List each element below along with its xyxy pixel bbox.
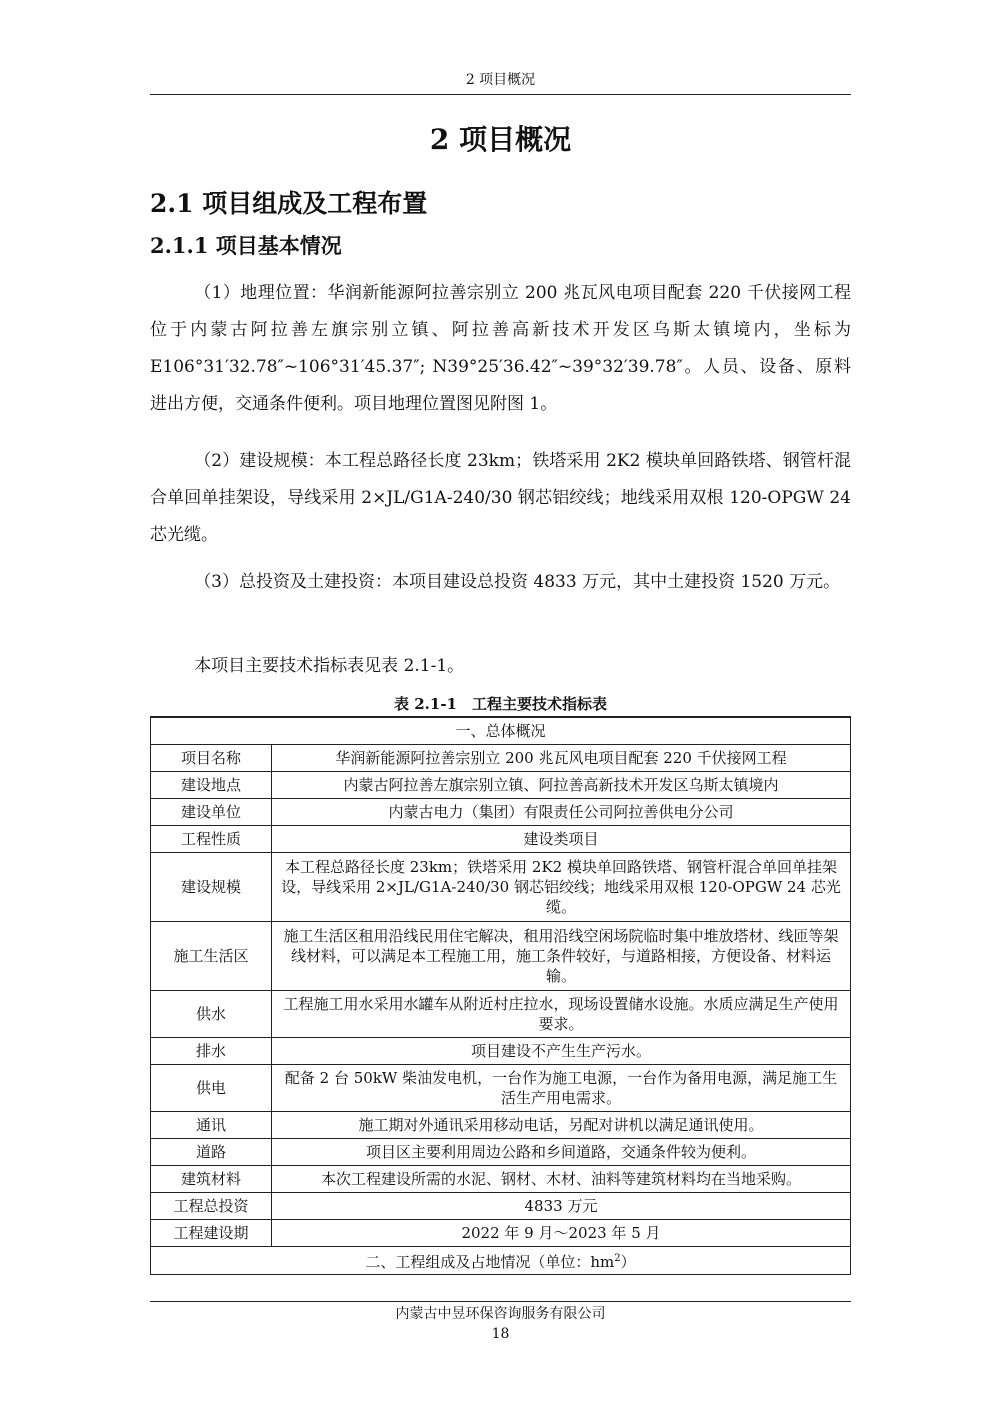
running-header: 2 项目概况 [465,72,536,88]
table-row [151,1038,851,1065]
row-value: 本次工程建设所需的水泥、钢材、木材、油料等建筑材料均在当地采购。 [272,1166,851,1193]
row-key: 施工生活区 [151,922,272,991]
row-value: 内蒙古电力（集团）有限责任公司阿拉善供电分公司 [272,799,851,826]
section-heading-close: ） [620,1253,636,1271]
table-row [151,826,851,853]
table-caption: 表 2.1-1 工程主要技术指标表 [394,695,607,713]
row-value: 施工生活区租用沿线民用住宅解决，租用沿线空闲场院临时集中堆放塔材、线匝等架线材料，可以满足本工程施工用，施工条件较好，与道路相接，方便设备、材料运输。 [272,922,851,991]
row-value: 施工期对外通讯采用移动电话，另配对讲机以满足通讯使用。 [272,1112,851,1139]
row-value: 本工程总路径长度 23km；铁塔采用 2K2 模块单回路铁塔、钢管杆混合单回单挂架设，导线采用 2×JL/G1A-240/30 钢芯铝绞线；地线采用双根 120-OPGW 24 芯光缆。 [272,853,851,922]
row-value: 内蒙古阿拉善左旗宗别立镇、阿拉善高新技术开发区乌斯太镇境内 [272,772,851,799]
row-value: 项目建设不产生生产污水。 [272,1038,851,1065]
table-row [151,799,851,826]
row-key: 建设单位 [151,799,272,826]
row-key: 供水 [151,991,272,1038]
table-row [151,1065,851,1112]
header-rule [150,94,851,95]
table-section-row [151,1247,851,1275]
section-heading-text: 二、工程组成及占地情况（单位：hm [365,1253,615,1271]
row-value: 2022 年 9 月～2023 年 5 月 [272,1220,851,1247]
section-title: 2.1 项目组成及工程布置 [150,189,428,218]
chapter-title: 2 项目概况 [429,123,572,156]
unit-superscript: 2 [614,1253,621,1264]
technical-indicators-table [150,717,851,1275]
table-row [151,922,851,991]
row-value: 建设类项目 [272,826,851,853]
table-row [151,1193,851,1220]
paragraph-location: （1）地理位置：华润新能源阿拉善宗别立 200 兆瓦风电项目配套 220 千伏接网工程位于内蒙古阿拉善左旗宗别立镇、阿拉善高新技术开发区乌斯太镇境内，坐标为 E106°31′32.78″~106°31′45.37″; N39°25′36.42″~39°32′39.78″。人员、设备、原料进出方便，交通条件便利。项目地理位置图见附图 1。 [150,283,851,414]
row-key: 供电 [151,1065,272,1112]
table-row [151,1220,851,1247]
row-key: 建设规模 [151,853,272,922]
table-row [151,772,851,799]
row-value: 项目区主要利用周边公路和乡间道路，交通条件较为便利。 [272,1139,851,1166]
section-heading-overview: 一、总体概况 [151,718,851,745]
table-row [151,991,851,1038]
paragraph-scale: （2）建设规模：本工程总路径长度 23km；铁塔采用 2K2 模块单回路铁塔、钢管杆混合单回单挂架设，导线采用 2×JL/G1A-240/30 钢芯铝绞线；地线采用双根 120-OPGW 24 芯光缆。 [150,451,851,545]
row-value: 工程施工用水采用水罐车从附近村庄拉水，现场设置储水设施。水质应满足生产使用要求。 [272,991,851,1038]
page-number: 18 [491,1326,510,1342]
section-heading-composition [151,1247,851,1275]
row-value: 配备 2 台 50kW 柴油发电机，一台作为施工电源，一台作为备用电源，满足施工生活生产用电需求。 [272,1065,851,1112]
row-key: 通讯 [151,1112,272,1139]
paragraph-investment: （3）总投资及土建投资：本项目建设总投资 4833 万元，其中土建投资 1520 万元。 [194,572,841,592]
row-key: 排水 [151,1038,272,1065]
row-key: 工程性质 [151,826,272,853]
table-row [151,1166,851,1193]
row-value: 华润新能源阿拉善宗别立 200 兆瓦风电项目配套 220 千伏接网工程 [272,745,851,772]
row-key: 项目名称 [151,745,272,772]
table-row [151,853,851,922]
table-row [151,1139,851,1166]
row-key: 道路 [151,1139,272,1166]
paragraph-table-reference: 本项目主要技术指标表见表 2.1-1。 [194,656,465,676]
row-key: 工程总投资 [151,1193,272,1220]
table-row [151,1112,851,1139]
table-row [151,745,851,772]
footer-organization: 内蒙古中昱环保咨询服务有限公司 [395,1306,606,1322]
row-value: 4833 万元 [272,1193,851,1220]
row-key: 工程建设期 [151,1220,272,1247]
subsection-title: 2.1.1 项目基本情况 [150,233,342,258]
table-section-row [151,718,851,745]
row-key: 建筑材料 [151,1166,272,1193]
row-key: 建设地点 [151,772,272,799]
footer-rule [150,1301,851,1302]
